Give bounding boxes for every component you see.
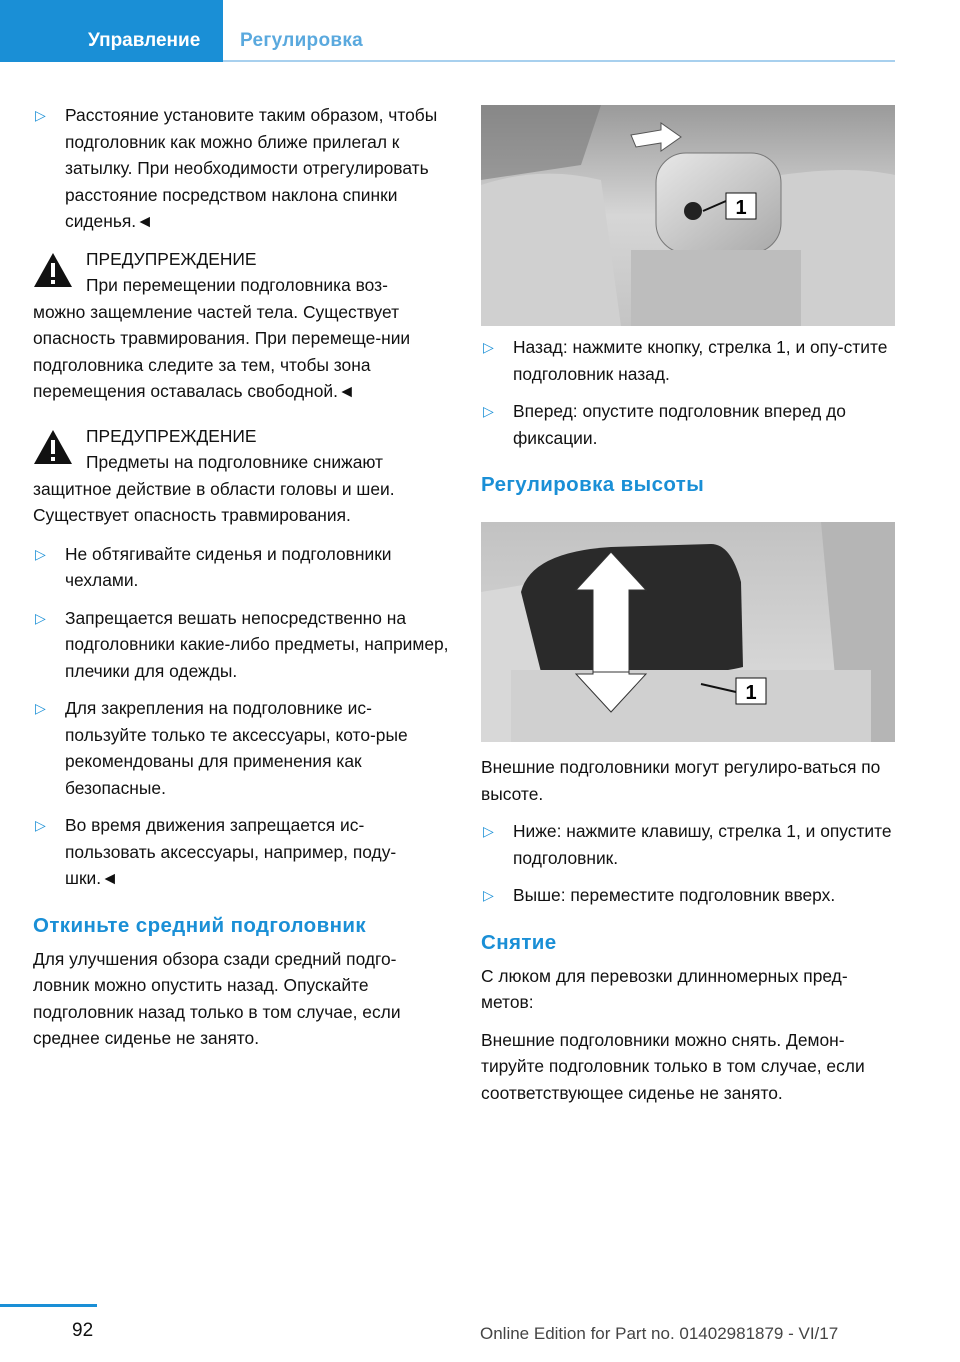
list-item-text: Во время движения запрещается ис-пользовать аксессуары, например, поду-шки.◄ <box>65 815 397 888</box>
warning-block <box>33 423 449 529</box>
section-title: Откиньте средний подголовник <box>33 913 367 937</box>
warning-title: ПРЕДУПРЕЖДЕНИЕ <box>86 248 257 269</box>
triangle-right-icon: ▷ <box>483 887 494 903</box>
section-title: Снятие <box>481 930 557 954</box>
list-item-text: Запрещается вешать непосредственно на подголовники какие-либо предметы, например, плечики для одежды. <box>65 607 449 681</box>
section-text: Для улучшения обзора сзади средний подго-ловник можно опустить назад. Опускайте подголовник назад только в том случае, если среднее сиденье не занято. <box>33 948 401 1048</box>
page-number: 92 <box>72 1320 94 1341</box>
list-item-text: Ниже: нажмите клавишу, стрелка 1, и опустите подголовник. <box>513 821 892 868</box>
list-item-text: Для закрепления на подголовнике ис-пользуйте только те аксессуары, кото-рые рекомендованы для применения как безопасные. <box>65 698 408 798</box>
section-text: С люком для перевозки длинномерных пред-метов: <box>481 965 848 1012</box>
section-text: Внешние подголовники можно снять. Демон-тируйте подголовник только в том случае, если соответствующее сиденье не занято. <box>481 1029 865 1103</box>
triangle-right-icon: ▷ <box>35 609 46 626</box>
list-item <box>481 398 897 451</box>
right-column-lower <box>481 754 897 1117</box>
right-column <box>481 334 897 505</box>
triangle-right-icon: ▷ <box>35 700 46 716</box>
list-item <box>33 541 449 594</box>
warning-text-rest: можно защемление частей тела. Существует опасность травмирования. При перемеще-нии подголовника следите за тем, чтобы зона перемещения оставалась свободной.◄ <box>33 301 411 401</box>
list-item <box>481 882 897 909</box>
triangle-right-icon: ▷ <box>35 107 46 123</box>
warning-text: При перемещении подголовника воз- <box>86 275 388 295</box>
page-header <box>0 0 960 62</box>
edition-note: Online Edition for Part no. 01402981879 - VI/17 <box>480 1324 839 1343</box>
header-divider <box>223 60 895 62</box>
warning-triangle-icon <box>33 429 73 465</box>
figure-callout-label: 1 <box>745 682 757 704</box>
list-item <box>481 818 897 871</box>
list-item-text: Расстояние установите таким образом, чтобы подголовник как можно ближе прилегал к затылку. При необходимости отрегулировать расстояние посредством наклона спинки сиденья.◄ <box>65 105 438 231</box>
headrest-tilt-illustration <box>481 105 895 326</box>
list-item <box>481 334 897 387</box>
list-item-text: Вперед: опустите подголовник вперед до фиксации. <box>513 401 846 448</box>
figure-callout-label: 1 <box>735 197 747 219</box>
footer-accent-line <box>0 1304 97 1307</box>
list-item <box>33 812 449 892</box>
list-item <box>33 605 449 685</box>
list-item <box>33 102 449 235</box>
triangle-right-icon: ▷ <box>483 339 494 355</box>
tab-upravlenie[interactable]: Управление <box>88 30 201 51</box>
headrest-height-illustration <box>481 522 895 742</box>
triangle-right-icon: ▷ <box>35 545 46 562</box>
triangle-right-icon: ▷ <box>35 817 46 833</box>
section-title: Регулировка высоты <box>481 473 705 496</box>
triangle-right-icon: ▷ <box>483 403 494 419</box>
section-text: Внешние подголовники могут регулиро-ваться по высоте. <box>481 757 881 804</box>
list-item-text: Не обтягивайте сиденья и подголовники чехлами. <box>65 543 392 590</box>
tab-regulirovka[interactable]: Регулировка <box>240 30 364 51</box>
left-column <box>33 102 449 1063</box>
warning-text: Предметы на подголовнике снижают <box>86 452 383 472</box>
warning-text-rest: защитное действие в области головы и шеи. Существует опасность травмирования. <box>33 478 395 525</box>
list-item-text: Назад: нажмите кнопку, стрелка 1, и опу-стите подголовник назад. <box>513 337 888 384</box>
warning-block <box>33 246 449 405</box>
warning-title: ПРЕДУПРЕЖДЕНИЕ <box>86 425 257 446</box>
triangle-right-icon: ▷ <box>483 823 494 839</box>
headrest-tilt-photo <box>481 105 895 326</box>
warning-triangle-icon <box>33 252 73 288</box>
list-item-text: Выше: переместите подголовник вверх. <box>513 885 836 905</box>
list-item <box>33 695 449 801</box>
headrest-height-photo <box>481 522 895 742</box>
